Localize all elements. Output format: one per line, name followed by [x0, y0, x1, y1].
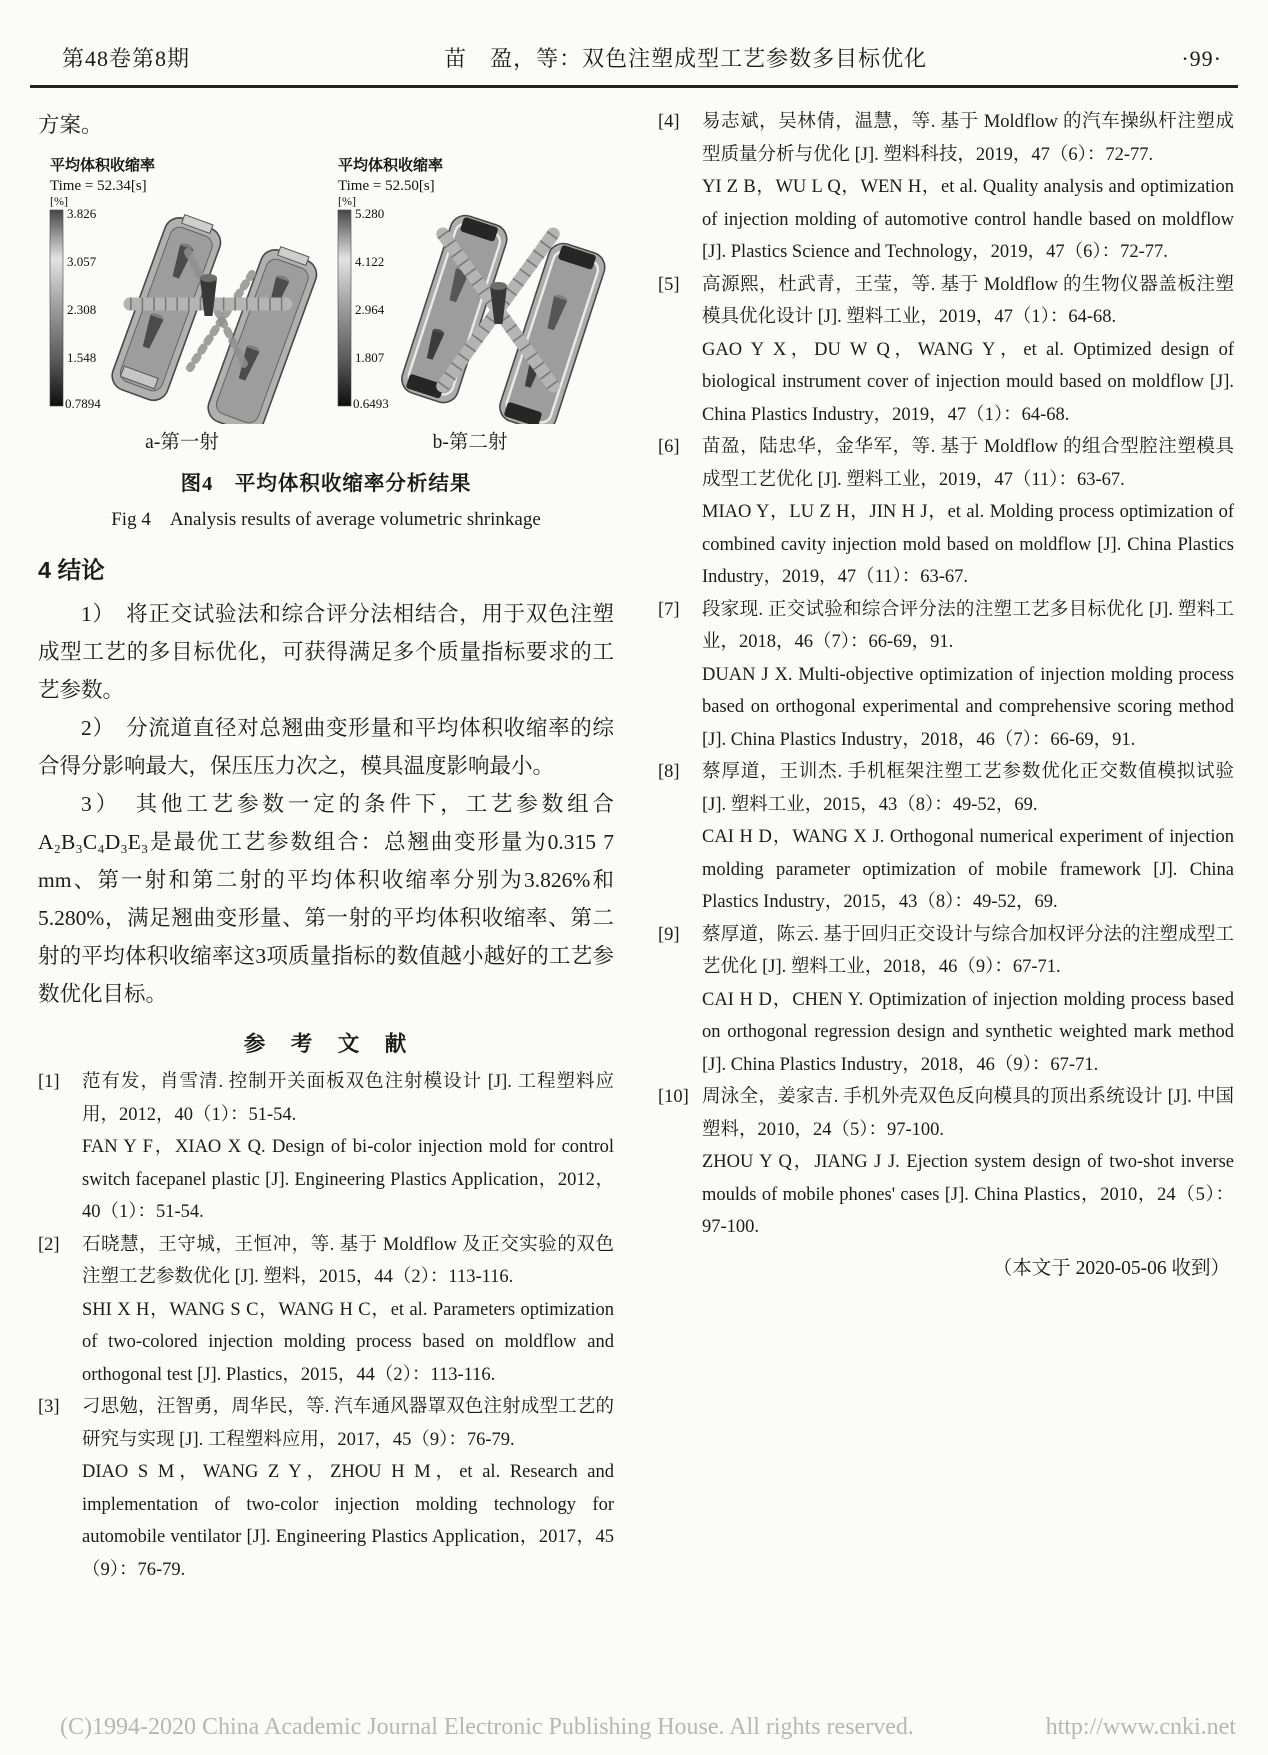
watermark-copyright: (C)1994-2020 China Academic Journal Electronic Publishing House. All rights reserved.	[60, 1714, 914, 1740]
reference-number: [9]	[658, 924, 680, 945]
svg-text:2.964: 2.964	[355, 302, 385, 317]
subfig-b-time: Time = 52.50[s]	[338, 178, 435, 194]
reference-cn: 石晓慧，王守城，王恒冲，等. 基于 Moldflow 及正交实验的双色注塑工艺参数优化 [J]. 塑料，2015，44（2）：113-116.	[82, 1234, 614, 1287]
svg-text:0.6493: 0.6493	[353, 396, 389, 411]
svg-text:0.7894: 0.7894	[65, 396, 101, 411]
reference-number: [3]	[38, 1397, 60, 1417]
second-shot-mold-render	[398, 212, 609, 424]
reference-cn: 苗盈，陆忠华，金华军，等. 基于 Moldflow 的组合型腔注塑模具成型工艺优化 [J]. 塑料工业，2019，47（11）：63-67.	[702, 437, 1234, 490]
reference-cn: 易志斌，吴林倩，温慧，等. 基于 Moldflow 的汽车操纵杆注塑成型质量分析与优化 [J]. 塑料科技，2019，47（6）：72-77.	[702, 112, 1234, 165]
figure-subimages	[38, 152, 614, 424]
reference-cn: 高源熙，杜武青，王莹，等. 基于 Moldflow 的生物仪器盖板注塑模具优化设计 [J]. 塑料工业，2019，47（1）：64-68.	[702, 274, 1234, 327]
two-column-body	[0, 88, 1268, 1586]
reference-cn: 蔡厚道，王训杰. 手机框架注塑工艺参数优化正交数值模拟试验 [J]. 塑料工业，2015，43（8）：49-52，69.	[702, 762, 1234, 815]
reference-item-9	[658, 919, 1234, 1082]
svg-text:3.057: 3.057	[67, 254, 97, 269]
subfig-a-unit: [%]	[50, 194, 68, 208]
figure-4	[38, 152, 614, 531]
conclusion-paragraph-2: 2） 分流道直径对总翘曲变形量和平均体积收缩率的综合得分影响最大，保压压力次之，模具温度影响最小。	[38, 716, 614, 778]
svg-text:4.122: 4.122	[355, 254, 385, 269]
reference-en: ZHOU Y Q，JIANG J J. Ejection system design of two-shot inverse moulds of mobile phones' cases [J]. China Plastics，2010，24（5）：97-100.	[702, 1152, 1234, 1237]
reference-item-3	[38, 1391, 614, 1586]
reference-cn: 范有发，肖雪清. 控制开关面板双色注射模设计 [J]. 工程塑料应用，2012，40（1）：51-54.	[82, 1072, 614, 1125]
figure-caption-en: Fig 4 Analysis results of average volumetric shrinkage	[111, 509, 541, 530]
page-header	[0, 0, 1268, 85]
reference-item-1	[38, 1066, 614, 1229]
section-heading-conclusion: 4 结论	[38, 557, 105, 583]
reference-item-4	[658, 106, 1234, 269]
reference-number: [8]	[658, 762, 680, 782]
reference-en: SHI X H，WANG S C，WANG H C，et al. Parameters optimization of two-colored injection molding process based on moldflow and orthogonal test [J]. Plastics，2015，44（2）：113-116.	[82, 1299, 614, 1385]
reference-en: CAI H D，CHEN Y. Optimization of injection molding process based on orthogonal regression design and synthetic weighted mark method [J]. China Plastics Industry，2018，46（9）：67-71.	[702, 989, 1234, 1075]
received-date-note: （本文于 2020-05-06 收到）	[992, 1257, 1230, 1279]
reference-cn: 刁思勉，汪智勇，周华民，等. 汽车通风器罩双色注射成型工艺的研究与实现 [J]. 工程塑料应用，2017，45（9）：76-79.	[82, 1397, 614, 1450]
reference-en: DUAN J X. Multi-objective optimization of injection molding process based on orthogonal experimental and comprehensive scoring method [J]. China Plastics Industry，2018，46（7）：66-69，91.	[702, 664, 1234, 750]
reference-number: [7]	[658, 599, 680, 620]
figure-caption-cn: 图4 平均体积收缩率分析结果	[180, 473, 472, 495]
reference-en: YI Z B，WU L Q，WEN H，et al. Quality analysis and optimization of injection molding of automotive control handle based on moldflow [J]. Plastics Science and Technology，2019，47（6）：72-77.	[702, 177, 1234, 262]
right-column	[658, 106, 1234, 1586]
paragraph-tail: 方案。	[38, 113, 103, 137]
svg-text:5.280: 5.280	[355, 206, 385, 221]
reference-number: [4]	[658, 112, 680, 132]
reference-en: DIAO S M，WANG Z Y，ZHOU H M，et al. Research and implementation of two-color injection molding technology for automobile ventilator [J]. Engineering Plastics Application，2017，45（9）：76-79.	[82, 1462, 614, 1580]
reference-number: [1]	[38, 1072, 60, 1092]
subfig-b-unit: [%]	[338, 194, 356, 208]
svg-text:1.548: 1.548	[67, 350, 97, 365]
subfig-b-colorbar	[338, 206, 389, 411]
subfig-a-colorbar	[50, 206, 101, 411]
subfig-a-time: Time = 52.34[s]	[50, 178, 147, 194]
svg-text:1.807: 1.807	[355, 350, 385, 365]
header-page-number: ·99·	[1181, 46, 1222, 71]
subfig-a-caption: a-第一射	[145, 432, 219, 453]
reference-en: FAN Y F，XIAO X Q. Design of bi-color injection mold for control switch facepanel plastic [J]. Engineering Plastics Application，2012，40（1）：51-54.	[82, 1137, 614, 1222]
reference-number: [5]	[658, 274, 680, 295]
cnki-watermark	[60, 1714, 1236, 1741]
left-column	[38, 106, 614, 1586]
second-shot-analysis-image	[326, 152, 614, 424]
subfig-a-title: 平均体积收缩率	[50, 158, 156, 174]
subfig-b-caption: b-第二射	[432, 432, 508, 453]
reference-en: GAO Y X，DU W Q，WANG Y，et al. Optimized design of biological instrument cover of injection mould based on moldflow [J]. China Plastics Industry，2019，47（1）：64-68.	[702, 339, 1234, 425]
first-shot-mold-render	[108, 210, 322, 424]
references-heading: 参 考 文 献	[243, 1032, 409, 1056]
reference-en: CAI H D，WANG X J. Orthogonal numerical experiment of injection molding parameter optimization of mobile framework [J]. China Plastics Industry，2015，43（8）：49-52，69.	[702, 827, 1234, 912]
reference-cn: 周泳全，姜家吉. 手机外壳双色反向模具的顶出系统设计 [J]. 中国塑料，2010，24（5）：97-100.	[702, 1087, 1234, 1140]
subfig-b-title: 平均体积收缩率	[338, 158, 444, 174]
reference-number: [2]	[38, 1234, 60, 1255]
reference-item-7	[658, 594, 1234, 757]
reference-cn: 蔡厚道，陈云. 基于回归正交设计与综合加权评分法的注塑成型工艺优化 [J]. 塑料工业，2018，46（9）：67-71.	[702, 924, 1234, 977]
header-running-title: 苗 盈，等：双色注塑成型工艺参数多目标优化	[444, 46, 928, 71]
header-issue: 第48卷第8期	[62, 46, 191, 71]
reference-item-10	[658, 1081, 1234, 1244]
svg-text:2.308: 2.308	[67, 302, 97, 317]
conclusion-paragraph-1: 1） 将正交试验法和综合评分法相结合，用于双色注塑成型工艺的多目标优化，可获得满足多个质量指标要求的工艺参数。	[38, 602, 614, 702]
reference-number: [10]	[658, 1087, 689, 1107]
watermark-url: http://www.cnki.net	[1045, 1714, 1236, 1740]
reference-en: MIAO Y，LU Z H，JIN H J，et al. Molding process optimization of combined cavity injection mold based on moldflow [J]. China Plastics Industry，2019，47（11）：63-67.	[702, 502, 1234, 587]
svg-text:3.826: 3.826	[67, 206, 97, 221]
reference-number: [6]	[658, 437, 680, 457]
reference-item-6	[658, 431, 1234, 594]
first-shot-analysis-image	[38, 152, 326, 424]
conclusion-paragraph-3: 3） 其他工艺参数一定的条件下，工艺参数组合A₂B₃C₄D₃E₃是最优工艺参数组合：总翘曲变形量为0.315 7 mm、第一射和第二射的平均体积收缩率分别为3.826%和5.280%，满足翘曲变形量、第一射的平均体积收缩率、第二射的平均体积收缩率这3项质量指标的数值越小越好的工艺参数优化目标。	[38, 792, 614, 1006]
reference-item-2	[38, 1229, 614, 1392]
reference-item-8	[658, 756, 1234, 919]
subfigure-captions	[38, 426, 614, 454]
reference-item-5	[658, 269, 1234, 432]
reference-cn: 段家现. 正交试验和综合评分法的注塑工艺多目标优化 [J]. 塑料工业，2018，46（7）：66-69，91.	[702, 599, 1234, 652]
